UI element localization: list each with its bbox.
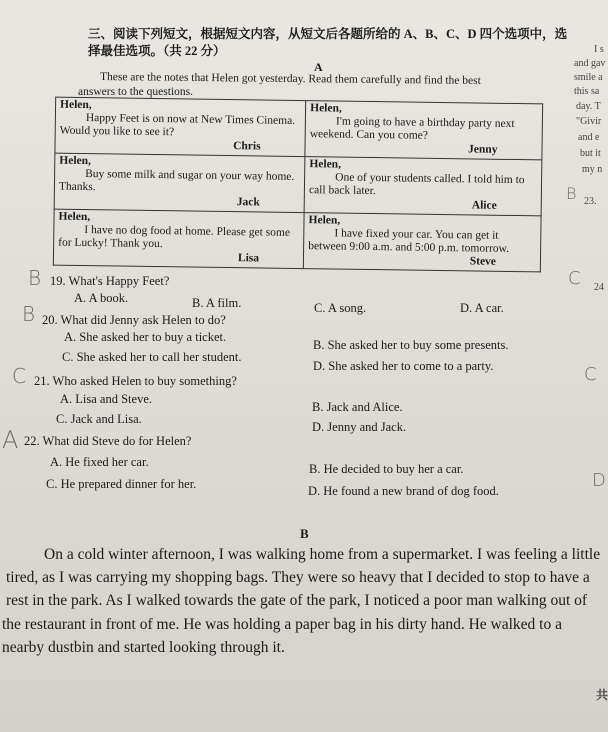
question-number: 20.	[42, 313, 58, 327]
question-20	[42, 313, 226, 328]
note-signature: Jack	[236, 196, 260, 209]
note-jack	[54, 153, 305, 212]
question-number: 21.	[34, 374, 50, 388]
margin-question-23: 23.	[584, 196, 597, 207]
note-greeting: Helen,	[59, 154, 92, 168]
margin-fragment: and gav	[574, 58, 606, 69]
option-c: C. A song.	[314, 301, 367, 315]
margin-fragment: day. T	[576, 101, 601, 112]
margin-fragment: "Givir	[576, 116, 602, 127]
option-b: B. Jack and Alice.	[312, 400, 403, 414]
option-c: C. He prepared dinner for her.	[46, 477, 197, 491]
note-jenny	[305, 101, 543, 160]
notes-row	[55, 97, 543, 160]
option-a: A. A book.	[74, 291, 129, 305]
note-body: I have no dog food at home. Please get some for Lucky! Thank you.	[58, 224, 291, 251]
passage-line-4: the restaurant in front of me. He was holding a paper bag in his dirty hand. He walked to a	[2, 616, 562, 633]
margin-fragment: and e	[578, 132, 600, 143]
option-d: D. She asked her to come to a party.	[313, 359, 494, 373]
handwritten-answer-mark: C	[584, 364, 597, 385]
heading-line-1: 三、阅读下列短文，根据短文内容，从短文后各题所给的 A、B、C、D 四个选项中，选	[88, 27, 568, 41]
handwritten-answer-mark: A	[2, 426, 19, 454]
option-d: D. He found a new brand of dog food.	[308, 484, 499, 498]
option-b: B. A film.	[192, 296, 242, 310]
margin-corner-char: 共	[596, 688, 608, 702]
notes-row	[53, 209, 541, 272]
option-c: C. She asked her to call her student.	[62, 350, 242, 364]
section-a-intro-line-1: These are the notes that Helen got yesterday. Read them carefully and find the best	[99, 71, 481, 87]
margin-fragment: my n	[582, 164, 603, 175]
note-steve	[303, 213, 541, 272]
note-signature: Alice	[471, 199, 497, 212]
margin-fragment: smile a	[574, 72, 603, 83]
handwritten-answer-mark: B	[28, 266, 42, 290]
note-signature: Jenny	[468, 143, 498, 156]
question-19	[50, 274, 169, 289]
option-b: B. She asked her to buy some presents.	[313, 338, 509, 352]
note-alice	[304, 157, 542, 216]
heading-line-2: 择最佳选项。（共 22 分）	[88, 44, 226, 58]
handwritten-answer-mark: C	[568, 268, 581, 289]
note-greeting: Helen,	[310, 102, 342, 115]
question-number: 22.	[24, 434, 40, 448]
section-a-label: A	[314, 60, 323, 74]
note-greeting: Helen,	[308, 214, 341, 227]
note-chris	[55, 97, 306, 156]
option-d: D. A car.	[460, 301, 504, 315]
passage-line-2: tired, as I was carrying my shopping bags. They were so heavy that I decided to stop to have a	[6, 569, 590, 586]
note-body: Buy some milk and sugar on your way home. Thanks.	[58, 168, 295, 194]
option-b: B. He decided to buy her a car.	[309, 462, 464, 476]
handwritten-answer-mark: D	[592, 470, 606, 491]
note-signature: Steve	[469, 255, 497, 268]
option-c: C. Jack and Lisa.	[56, 412, 142, 426]
note-body: One of your students called. I told him to call back later.	[308, 171, 525, 198]
note-body: I have fixed your car. You can get it between 9:00 a.m. and 5:00 p.m. tomorrow.	[308, 227, 510, 255]
section-heading	[88, 26, 567, 60]
question-22	[24, 434, 191, 449]
handwritten-answer-mark: C	[12, 364, 26, 388]
passage-line-3: rest in the park. As I walked towards the gate of the park, I noticed a poor man walking out of	[6, 592, 588, 609]
margin-fragment: I s	[594, 44, 604, 55]
question-text: Who asked Helen to buy something?	[52, 374, 237, 388]
question-21	[34, 374, 237, 389]
question-text: What did Steve do for Helen?	[42, 434, 192, 448]
question-text: What's Happy Feet?	[68, 274, 170, 288]
note-greeting: Helen,	[309, 158, 342, 171]
note-body: I'm going to have a birthday party next weekend. Can you come?	[309, 115, 515, 142]
note-body: Happy Feet is on now at New Times Cinema. Would you like to see it?	[59, 112, 296, 139]
passage-line-1: On a cold winter afternoon, I was walking home from a supermarket. I was feeling a little	[44, 546, 601, 563]
handwritten-answer-mark: B	[22, 302, 36, 326]
option-d: D. Jenny and Jack.	[312, 420, 407, 434]
note-signature: Lisa	[237, 252, 260, 265]
section-a-intro-line-2: answers to the questions.	[78, 86, 193, 98]
note-lisa	[53, 209, 304, 268]
question-text: What did Jenny ask Helen to do?	[60, 313, 226, 327]
question-number: 19.	[50, 274, 66, 288]
margin-fragment: this sa	[574, 86, 600, 97]
section-b-label: B	[300, 526, 309, 541]
note-signature: Chris	[233, 140, 261, 153]
handwritten-answer-mark: B	[566, 184, 577, 203]
note-greeting: Helen,	[58, 210, 91, 224]
option-a: A. Lisa and Steve.	[60, 392, 152, 406]
notes-row	[54, 153, 542, 216]
notes-table	[53, 97, 543, 273]
passage-line-5: nearby dustbin and started looking through it.	[2, 639, 285, 656]
margin-fragment: but it	[580, 148, 601, 159]
margin-question-24: 24	[594, 282, 604, 293]
note-greeting: Helen,	[60, 98, 92, 112]
option-a: A. She asked her to buy a ticket.	[64, 330, 227, 344]
option-a: A. He fixed her car.	[50, 455, 149, 469]
